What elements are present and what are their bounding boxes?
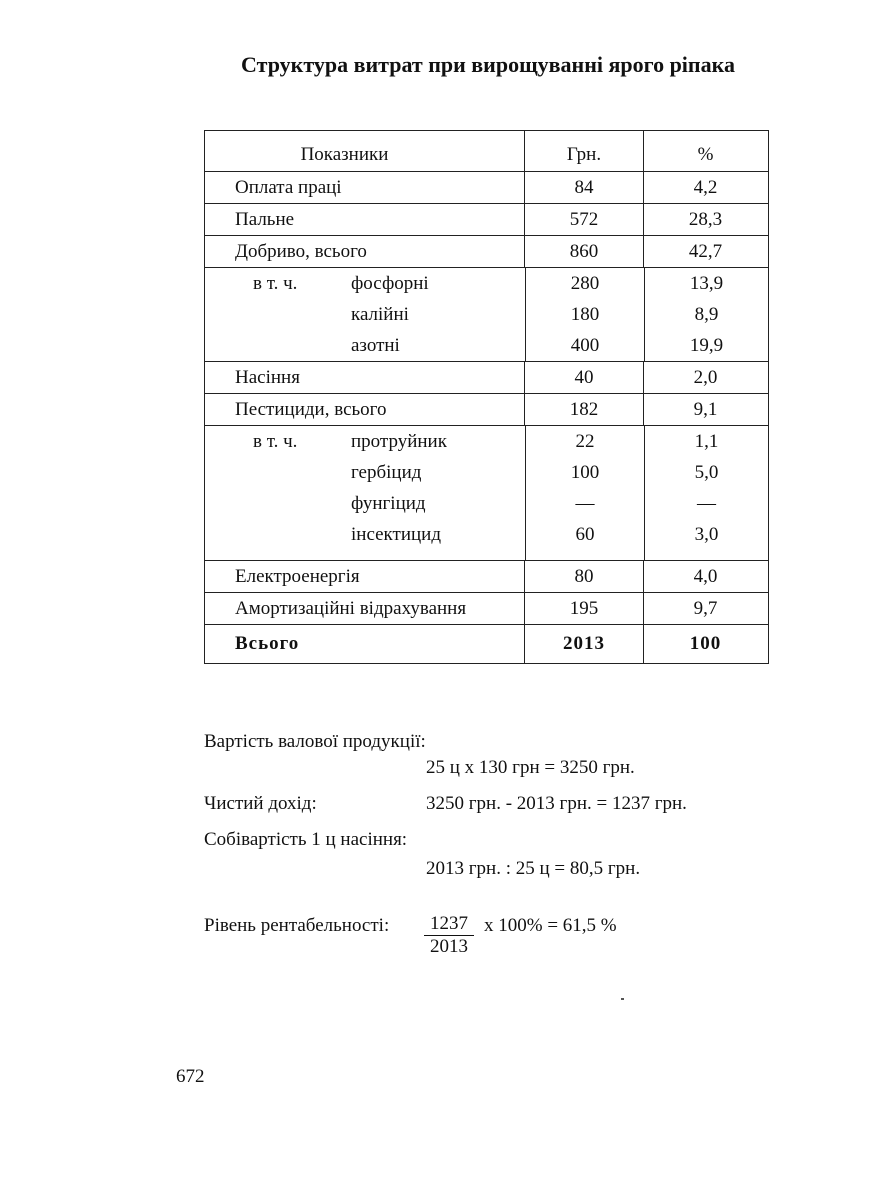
total-pct: 100 bbox=[689, 633, 722, 654]
page-number: 672 bbox=[176, 1066, 205, 1087]
fert-item-grn: 280 bbox=[570, 273, 600, 294]
row-label: Амортизаційні відрахування bbox=[205, 593, 525, 624]
row-grn: 572 bbox=[525, 204, 644, 235]
table-total-row bbox=[205, 624, 768, 663]
row-pct: 9,1 bbox=[693, 399, 718, 420]
fert-item-label: калійні bbox=[351, 304, 409, 325]
table-header-row bbox=[205, 131, 768, 171]
row-label: Електроенергія bbox=[205, 561, 525, 592]
row-grn: 40 bbox=[525, 362, 644, 393]
header-pct: % bbox=[697, 144, 714, 165]
total-label: Всього bbox=[205, 625, 525, 663]
table-row bbox=[205, 560, 768, 592]
fert-item-pct: 8,9 bbox=[694, 304, 719, 325]
pest-item-pct: — bbox=[697, 493, 716, 514]
profitability-formula: х 100% = 61,5 % bbox=[484, 915, 617, 936]
fert-item-pct: 13,9 bbox=[689, 273, 724, 294]
pest-item-label: гербіцид bbox=[351, 462, 422, 483]
profitability-label: Рівень рентабельності: bbox=[204, 915, 390, 936]
row-pct: 2,0 bbox=[693, 367, 718, 388]
pest-grn-cell bbox=[526, 426, 645, 560]
page-title bbox=[0, 52, 872, 78]
gross-label: Вартість валової продукції: bbox=[204, 731, 426, 752]
fertilizer-breakdown bbox=[205, 267, 768, 361]
row-pct: 4,2 bbox=[693, 177, 718, 198]
fert-item-label: фосфорні bbox=[351, 273, 429, 294]
row-grn: 195 bbox=[525, 593, 644, 624]
pest-prefix: в т. ч. bbox=[253, 431, 298, 452]
table-row bbox=[205, 235, 768, 267]
row-grn: 84 bbox=[525, 172, 644, 203]
net-label: Чистий дохід: bbox=[204, 793, 317, 814]
fert-pct-cell bbox=[645, 268, 768, 361]
table-row bbox=[205, 171, 768, 203]
header-grn: Грн. bbox=[525, 131, 644, 171]
row-label: Пестициди, всього bbox=[205, 394, 525, 425]
fert-item-pct: 19,9 bbox=[689, 335, 724, 356]
table-row bbox=[205, 592, 768, 624]
pest-item-grn: 22 bbox=[575, 431, 595, 452]
pest-item-pct: 3,0 bbox=[694, 524, 719, 545]
fert-item-label: азотні bbox=[351, 335, 400, 356]
row-label: Оплата праці bbox=[205, 172, 525, 203]
row-pct: 28,3 bbox=[688, 209, 723, 230]
row-pct: 4,0 bbox=[693, 566, 718, 587]
total-grn: 2013 bbox=[525, 625, 644, 663]
pest-spacer bbox=[351, 550, 525, 560]
pest-item-pct: 1,1 bbox=[694, 431, 719, 452]
title-text: Структура витрат при вирощуванні ярого ріпака bbox=[241, 52, 735, 77]
fert-item-grn: 400 bbox=[570, 335, 600, 356]
row-grn: 860 bbox=[525, 236, 644, 267]
table-row bbox=[205, 361, 768, 393]
row-pct: 9,7 bbox=[693, 598, 718, 619]
pest-item-label: інсектицид bbox=[351, 524, 441, 545]
fert-grn-cell bbox=[526, 268, 645, 361]
fert-prefix: в т. ч. bbox=[253, 273, 298, 294]
row-pct: 42,7 bbox=[688, 241, 723, 262]
header-indicators: Показники bbox=[205, 131, 525, 171]
pest-item-grn: 60 bbox=[575, 524, 595, 545]
cost-table bbox=[204, 130, 769, 664]
table-row bbox=[205, 203, 768, 235]
row-grn: 80 bbox=[525, 561, 644, 592]
row-label: Насіння bbox=[205, 362, 525, 393]
fraction-numerator: 1237 bbox=[424, 914, 474, 936]
fraction-denominator: 2013 bbox=[430, 936, 468, 957]
pest-item-label: фунгіцид bbox=[351, 493, 426, 514]
row-grn: 182 bbox=[525, 394, 644, 425]
pest-item-pct: 5,0 bbox=[694, 462, 719, 483]
gross-formula: 25 ц х 130 грн = 3250 грн. bbox=[426, 757, 635, 778]
profitability-fraction bbox=[424, 914, 474, 958]
pest-item-grn: 100 bbox=[570, 462, 600, 483]
table-row bbox=[205, 393, 768, 425]
cost-label: Собівартість 1 ц насіння: bbox=[204, 829, 408, 850]
row-label: Пальне bbox=[205, 204, 525, 235]
fert-item-grn: 180 bbox=[570, 304, 600, 325]
pesticide-breakdown bbox=[205, 425, 768, 560]
scan-speck bbox=[621, 998, 624, 1000]
pest-labels-cell bbox=[205, 426, 526, 560]
row-label: Добриво, всього bbox=[205, 236, 525, 267]
fert-labels-cell bbox=[205, 268, 526, 361]
net-formula: 3250 грн. - 2013 грн. = 1237 грн. bbox=[426, 793, 687, 814]
pest-item-label: протруйник bbox=[351, 431, 447, 452]
pest-pct-cell bbox=[645, 426, 768, 560]
pest-item-grn: — bbox=[575, 493, 595, 514]
cost-formula: 2013 грн. : 25 ц = 80,5 грн. bbox=[426, 858, 641, 879]
